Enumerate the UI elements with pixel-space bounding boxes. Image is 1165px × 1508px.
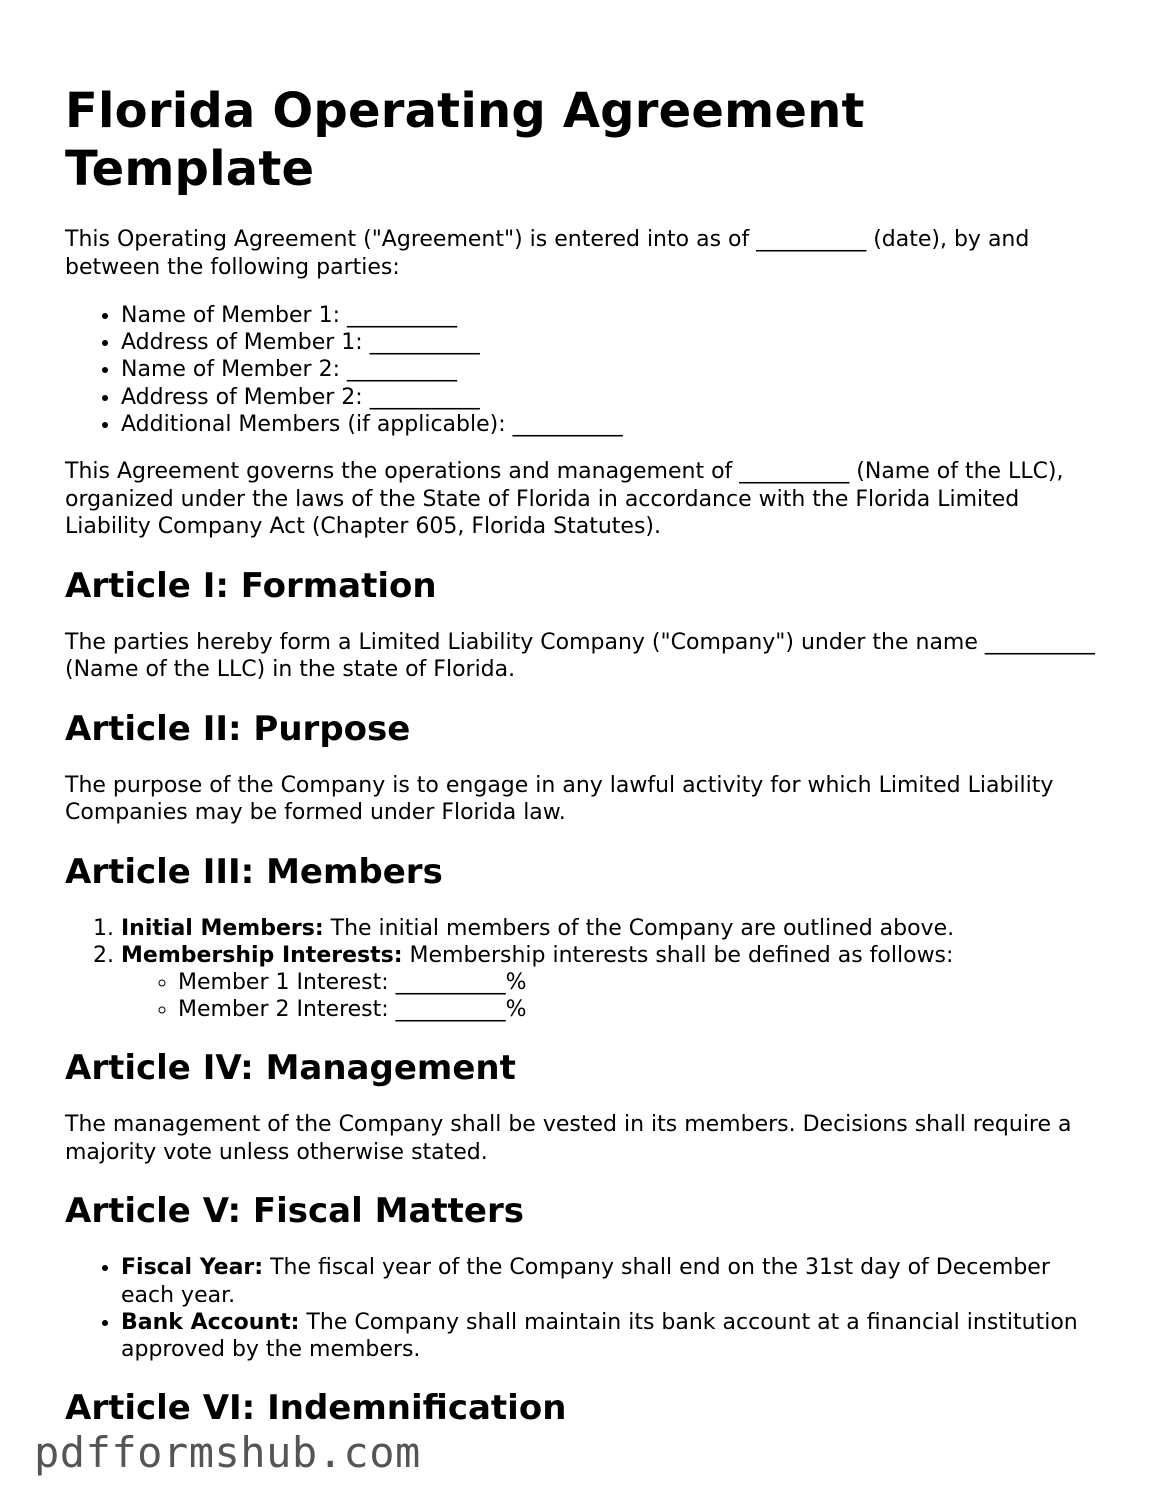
article-purpose-text: The purpose of the Company is to engage in any lawful activity for which Limited Liability Companies may be formed under Florida law.: [65, 772, 1054, 826]
article-indemnification-heading: Article VI: Indemnification: [65, 1388, 567, 1429]
fiscal-item-text: The Company shall maintain its bank account at a financial institution approved by the members.: [121, 1309, 1078, 1362]
document-page: [65, 82, 1105, 1451]
fiscal-item-lead: Bank Account:: [121, 1309, 300, 1335]
fiscal-item-year: [121, 1254, 1105, 1308]
interest-item: ◦ Member 1 Interest: __________%: [178, 969, 1105, 996]
party-item: • Address of Member 2: __________: [121, 384, 1105, 411]
governs-paragraph: This Agreement governs the operations and management of __________ (Name of the LLC), organized under the laws of the State of Florida in accordance with the Florida Limited Liability Company Act (Chapter 605, Florida Statutes).: [65, 459, 1064, 540]
article-formation-text: The parties hereby form a Limited Liability Company ("Company") under the name __________ (Name of the LLC) in the state of Florida.: [65, 629, 1095, 683]
members-item-text: Membership interests shall be defined as follows:: [402, 942, 954, 968]
parties-list: [65, 302, 1105, 438]
intro-paragraph: This Operating Agreement ("Agreement") is entered into as of __________ (date), by and between the following parties:: [65, 227, 1030, 280]
party-item: • Name of Member 2: __________: [121, 356, 1105, 383]
article-formation-heading: Article I: Formation: [65, 565, 437, 606]
article-management-text: The management of the Company shall be vested in its members. Decisions shall require a majority vote unless otherwise stated.: [65, 1112, 1072, 1165]
members-list: [65, 915, 1105, 1024]
article-members-heading: Article III: Members: [65, 851, 443, 892]
members-item-initial: [121, 915, 1105, 942]
members-item-lead: Membership Interests:: [121, 942, 403, 968]
watermark: pdfformshub.com: [34, 1428, 421, 1477]
members-item-interests: [121, 942, 1105, 1024]
members-item-text: The initial members of the Company are outlined above.: [323, 915, 955, 941]
article-purpose-heading: Article II: Purpose: [65, 708, 411, 749]
fiscal-item-bank: [121, 1309, 1105, 1363]
document-title: Florida Operating Agreement Template: [65, 83, 865, 197]
fiscal-item-lead: Fiscal Year:: [121, 1255, 264, 1281]
article-fiscal-heading: Article V: Fiscal Matters: [65, 1191, 524, 1232]
interests-sublist: [121, 969, 1105, 1023]
article-management-heading: Article IV: Management: [65, 1048, 516, 1089]
members-item-lead: Initial Members:: [121, 915, 324, 941]
interest-item: ◦ Member 2 Interest: __________%: [178, 996, 1105, 1023]
party-item: • Name of Member 1: __________: [121, 302, 1105, 329]
party-item: • Additional Members (if applicable): __________: [121, 411, 1105, 438]
fiscal-item-text: The fiscal year of the Company shall end on the 31st day of December each year.: [121, 1255, 1050, 1308]
party-item: • Address of Member 1: __________: [121, 329, 1105, 356]
fiscal-list: [65, 1254, 1105, 1363]
